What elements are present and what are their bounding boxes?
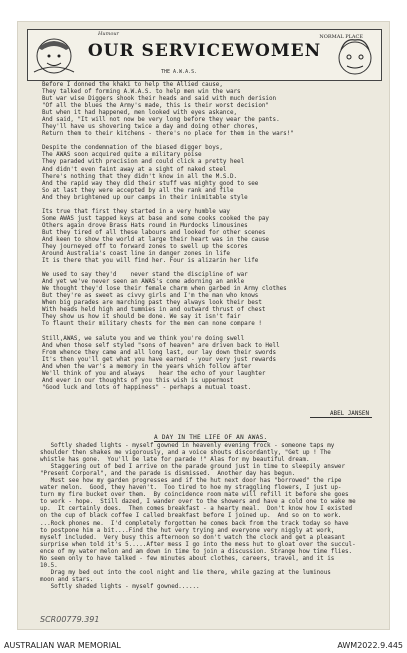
poem-line: And keen to show the world at large their heart was in the cause xyxy=(42,236,269,243)
poem-line: To flaunt their military chests for the men can none compare ! xyxy=(42,321,262,328)
poem-line: With heads held high and tummies in and outward thrust of chest xyxy=(42,307,266,314)
poem-line: Still,AWAS, we salute you and we think you're doing swell xyxy=(42,335,245,342)
prose-line: turn my fire bucket over them. By coincidence room mate will refill it before she goes xyxy=(40,492,349,499)
poem-line: They'll have us shovering twice a day and doing other chores, xyxy=(42,124,259,131)
poem-line: And ever in our thoughts of you this wish is uppermost xyxy=(42,377,234,384)
poem-line: So at last they were accepted by all the rank and file xyxy=(42,187,234,194)
poem-line: But they're as sweet as civvy girls and I'm the man who knows xyxy=(42,293,259,300)
poem-line: From whence they came and all long last, our lay down their swords xyxy=(42,349,277,356)
poem-line: And didn't even faint away at a sight of naked steel xyxy=(42,166,227,173)
cartoon-soldier-illustration xyxy=(30,32,78,78)
footer xyxy=(0,638,407,653)
poem-stanza xyxy=(42,82,375,138)
cartoon-face-illustration xyxy=(331,32,379,78)
poem-line: Before I donned the khaki to help the Allied cause, xyxy=(42,82,223,88)
poem-line: But war wise Diggers shook their heads and said with much derision xyxy=(42,96,277,103)
page-title: OUR SERVICEWOMEN xyxy=(87,41,322,61)
poem-line: They show us how it should be done. We say it isn't fair xyxy=(42,314,241,321)
poem-line: Its true that first they started in a very humble way xyxy=(42,208,230,215)
poem-line: And yet we've never seen an AWAS's come adorning an ankle xyxy=(42,279,245,286)
poem-line: And when those self styled "sons of heaven" are driven back to Hell xyxy=(42,342,280,349)
prose-line: surprise when told it's 5.....After mess I go into the mess hut to gloat over the succul- xyxy=(40,541,356,548)
prose-line: Staggering out of bed I arrive on the parade ground just in time to sleepily answer xyxy=(40,464,345,471)
prose-line: shoulder then shakes me vigorously, and a voice shouts discordantly, "Get up ! The xyxy=(40,450,331,457)
poem-line: And when the war's a memory in the years which follow after xyxy=(42,363,252,370)
prose-line: Must see how my garden progresses and if the hut next door has "borrowed" the ripe xyxy=(40,478,342,485)
document-page xyxy=(18,22,389,629)
prose-line: myself included. Very busy this afternoon so don't watch the clock and get a pleasant xyxy=(40,534,345,541)
poem-line: They paraded with precision and could click a pretty heel xyxy=(42,159,245,166)
prose-line: "Present Corporal", and the parade is dismissed. Another day has begun. xyxy=(40,471,296,478)
prose-line: whistle has gone. You'll be late for parade !" Alas for my beautiful dream. xyxy=(40,457,310,464)
poem-line: We'll think of you and always hear the echo of your laughter xyxy=(42,370,266,377)
hat-caption: Humour xyxy=(98,31,119,37)
prose-line: Softly shaded lights - myself gowned in heavenly evening frock - someone taps my xyxy=(40,443,335,449)
poem-line: It's then you'll get what you have earned - your very just rewards xyxy=(42,356,277,363)
prose-line: Softly shaded lights - myself gowned...... xyxy=(40,583,200,590)
cartoon-caption: NORMAL PLACE xyxy=(319,34,363,40)
poem-line: Some AWAS just tapped keys at base and some cooks cooked the pay xyxy=(42,215,269,222)
poem-line: Others again drove Brass Hats round in Murdocks limousines xyxy=(42,222,248,229)
poem-line: We thought they'd lose their female charm when garbed in Army clothes xyxy=(42,286,287,293)
poem-line: They journeyed off to forward zones to swell up the scores xyxy=(42,243,248,250)
poem-line: They talked of forming A.W.A.S. to help men win the wars xyxy=(42,89,241,96)
footer-institution: AUSTRALIAN WAR MEMORIAL xyxy=(4,641,121,650)
signature-underline xyxy=(310,417,372,418)
poem-line: There's nothing that they didn't know in all the M.S.D. xyxy=(42,173,238,180)
masthead-banner xyxy=(27,29,382,81)
prose-line: No seem only to have talked - few minutes about clothes, careers, travel, and it is xyxy=(40,555,335,562)
poem-line: But when it had happened, men looked with eyes askance, xyxy=(42,110,238,117)
poem-line: When big parades are marching past they always look their best xyxy=(42,300,262,307)
poem-stanza xyxy=(42,272,375,328)
prose-line: up. It certainly does. Then comes breakfast - a hearty meal. Don't know how I existed xyxy=(40,506,353,513)
poem-line: And said, "It will not now be very long before they wear the pants. xyxy=(42,117,280,124)
poem-stanza xyxy=(42,336,375,392)
poem-line: Despite the condemnation of the biased digger boys, xyxy=(42,145,223,152)
poem-line: "Of all the blues the Army's made, this is their worst decision" xyxy=(42,103,269,110)
prose-line: Drag my bed out into the cool night and lie there, while gazing at the luminous xyxy=(40,569,331,576)
poem-line: The AWAS soon acquired quite a military poise xyxy=(42,152,202,159)
footer-accession: AWM2022.9.445 xyxy=(337,641,403,650)
handwritten-reference: SCR00779.391 xyxy=(40,615,100,624)
prose-line: to work - hope. Still dazed, I wander over to the showers and have a cold one to wake me xyxy=(40,499,356,506)
poem-line: Around Australia's coast line in danger zones in life xyxy=(42,251,230,258)
prose-line: to postpone him a bit....Find the hut very trying and everyone very niggly at work, xyxy=(40,527,335,534)
poem-line: We used to say they'd never stand the discipline of war xyxy=(42,272,248,279)
poem-line: Return them to their kitchens - there's no place for them in the wars!" xyxy=(42,131,294,138)
poem-line: "Good luck and lots of happiness" - perhaps a mutual toast. xyxy=(42,384,252,391)
poem-line: And the rapid way they did their stuff was mighty good to see xyxy=(42,180,259,187)
prose-body xyxy=(40,443,375,591)
poem-line: But they tired of all these labours and looked for other scenes xyxy=(42,229,266,236)
prose-line: 10.5. xyxy=(40,562,58,569)
poem-stanza xyxy=(42,209,375,265)
poem-stanza xyxy=(42,145,375,201)
section-title: A DAY IN THE LIFE OF AN AWAS. xyxy=(154,434,268,441)
poem-line: It is there that you will find her. Four is alizarin her life xyxy=(42,258,259,265)
signature: ABEL JANSEN xyxy=(330,411,370,417)
poem xyxy=(42,82,375,399)
prose-line: ence of my water melon and am down in time to join a discussion. Strange how time flies. xyxy=(40,548,353,555)
poem-line: And they brightened up our camps in their inimitable style xyxy=(42,194,248,201)
prose-line: moon and stars. xyxy=(40,576,94,583)
byline: THE A.W.A.S. xyxy=(161,69,198,75)
prose-line: on the cup of black coffee I called breakfast before I joined up. And so on to work. xyxy=(40,513,342,520)
prose-line: water melon. Good, they haven't. Too tired to hoe my straggling flowers, I just up- xyxy=(40,485,342,492)
prose-line: ...Rock phones me. I'd completely forgotten he comes back from the track today so have xyxy=(40,520,349,527)
